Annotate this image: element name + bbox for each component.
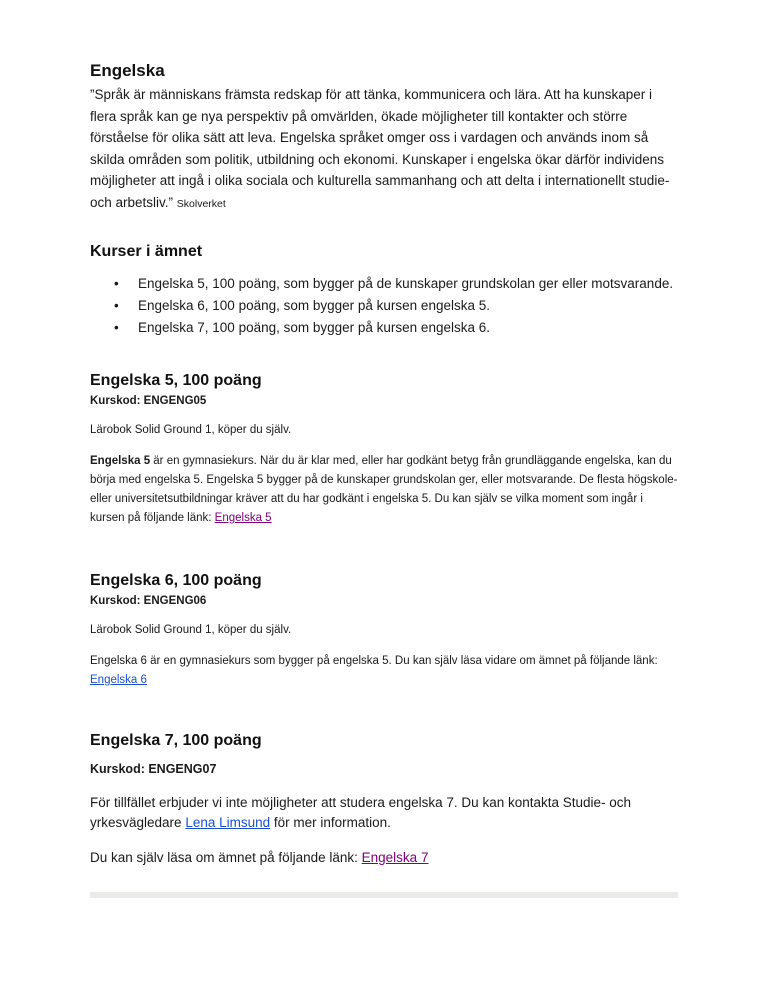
e6-course-code: Kurskod: ENGENG06: [90, 595, 207, 607]
quote-source: Skolverket: [176, 197, 226, 210]
e5-link[interactable]: Engelska 5: [214, 512, 272, 524]
course-list: [90, 274, 680, 337]
e5-textbook: Lärobok Solid Ground 1, köper du själv.: [90, 424, 292, 436]
document-content: [90, 60, 680, 868]
list-item: [114, 274, 680, 293]
courses-heading: Kurser i ämnet: [90, 243, 203, 260]
e5-desc-text: är en gymnasiekurs. När du är klar med, eller har godkänt betyg från grundläggande engelska, kan du börja med engelska 5. Engelska 5 bygger på de kunskaper grundskolan ger, eller motsvarande. De flesta högskole- eller universitetsutbildningar kräver att du har godkänt i engelska 5. Du kan själv se vilka moment som ingår i kursen på följande länk:: [90, 455, 678, 524]
e6-heading: Engelska 6, 100 poäng: [90, 572, 262, 589]
list-item-text: Engelska 5, 100 poäng, som bygger på de kunskaper grundskolan ger eller motsvarande.: [138, 276, 674, 291]
bullet-icon: •: [114, 276, 119, 291]
e7-course-code: Kurskod: ENGENG07: [90, 762, 217, 776]
subject-heading: Engelska: [90, 61, 165, 80]
contact-link-lena-limsund[interactable]: Lena Limsund: [185, 814, 271, 830]
list-item-text: Engelska 7, 100 poäng, som bygger på kursen engelska 6.: [138, 320, 490, 335]
e7-heading: Engelska 7, 100 poäng: [90, 732, 262, 749]
e5-desc-bold: Engelska 5: [90, 455, 151, 467]
e5-heading: Engelska 5, 100 poäng: [90, 372, 262, 389]
e7-desc-before: För tillfället erbjuder vi inte möjligheter att studera engelska 7. Du kan kontakta Studie- och yrkesvägledare: [90, 795, 632, 830]
e7-more-info: [90, 848, 680, 868]
e5-description: [90, 452, 680, 528]
quote-text: ”Språk är människans främsta redskap för att tänka, kommunicera och lära. Att ha kunskaper i flera språk kan ge nya perspektiv på omvärlden, ökade möjligheter till kontakter och större förståelse för olika sätt att leva. Engelska språket omger oss i vardagen och används inom så skilda områden som politik, utbildning och ekonomi. Kunskaper i engelska ökar därför individens möjligheter att ingå i olika sociala och kulturella sammanhang och att delta i internationellt studie- och arbetsliv.”: [90, 87, 670, 210]
e7-more-text: Du kan själv läsa om ämnet på följande länk:: [90, 850, 362, 865]
e6-desc-text: Engelska 6 är en gymnasiekurs som bygger på engelska 5. Du kan själv läsa vidare om ämnet på följande länk:: [90, 655, 658, 667]
e5-course-code: Kurskod: ENGENG05: [90, 395, 207, 407]
e6-textbook: Lärobok Solid Ground 1, köper du själv.: [90, 624, 292, 636]
e7-link[interactable]: Engelska 7: [361, 850, 429, 865]
e7-description: [90, 793, 680, 832]
list-item: [114, 318, 680, 337]
list-item-text: Engelska 6, 100 poäng, som bygger på kursen engelska 5.: [138, 298, 490, 313]
bullet-icon: •: [114, 320, 119, 335]
e6-description: [90, 652, 680, 690]
intro-quote: [90, 84, 680, 215]
e6-link[interactable]: Engelska 6: [90, 674, 147, 686]
list-item: [114, 296, 680, 315]
e7-desc-after: för mer information.: [270, 814, 391, 830]
footer-bar: [90, 892, 678, 898]
bullet-icon: •: [114, 298, 119, 313]
